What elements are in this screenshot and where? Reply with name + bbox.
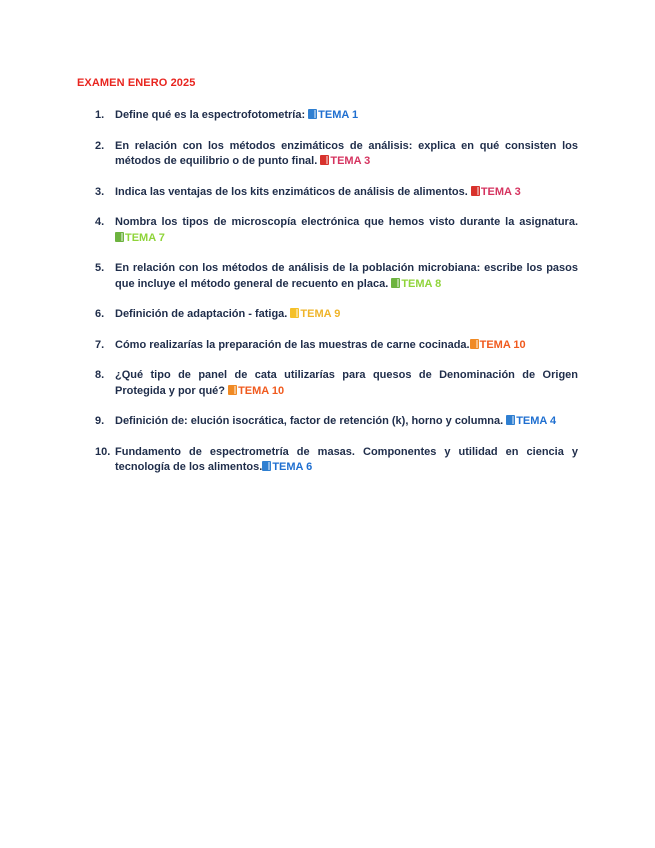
- question-number: 6.: [95, 308, 105, 320]
- tema-reference: [506, 415, 556, 427]
- question-item: [95, 368, 578, 399]
- question-text: Fundamento de espectrometría de masas. Componentes y utilidad en ciencia y tecnología de los alimentos.: [115, 445, 578, 473]
- tema-label: TEMA 8: [401, 277, 442, 290]
- question-item: [95, 108, 578, 124]
- tema-reference: [228, 385, 284, 397]
- question-text: Define qué es la espectrofotometría:: [115, 109, 309, 121]
- tema-label: TEMA 6: [272, 461, 313, 473]
- tema-label: TEMA 7: [125, 231, 165, 244]
- orange-book-icon: [470, 339, 479, 349]
- tema-label: TEMA 3: [330, 155, 371, 167]
- question-text: Indica las ventajas de los kits enzimáticos de análisis de alimentos.: [115, 185, 471, 198]
- question-list: [95, 108, 578, 491]
- tema-label: TEMA 3: [480, 185, 521, 198]
- blue-book-icon: [506, 415, 515, 425]
- question-text: Cómo realizarías la preparación de las muestras de carne cocinada.: [115, 338, 470, 351]
- question-number: 3.: [95, 185, 105, 198]
- question-item: [95, 414, 578, 430]
- question-number: 10.: [95, 445, 111, 458]
- green-book-icon: [391, 278, 400, 288]
- red-book-icon: [471, 186, 480, 196]
- yellow-book-icon: [290, 308, 299, 318]
- question-text: ¿Qué tipo de panel de cata utilizarías para quesos de Denominación de Origen Protegida y por qué?: [115, 369, 578, 397]
- question-text: En relación con los métodos de análisis de la población microbiana: escribe los pasos que incluye el método general de recuento en placa.: [115, 262, 578, 290]
- blue-book-icon: [308, 109, 317, 119]
- tema-reference: [262, 461, 312, 473]
- question-number: 9.: [95, 415, 105, 427]
- question-item: [95, 185, 578, 201]
- question-number: 5.: [95, 262, 105, 274]
- tema-reference: [320, 155, 370, 167]
- question-item: [95, 338, 578, 354]
- tema-label: TEMA 10: [238, 384, 285, 397]
- tema-label: TEMA 10: [479, 338, 526, 351]
- question-text: Nombra los tipos de microscopía electrónica que hemos visto durante la asignatura.: [115, 216, 578, 228]
- tema-reference: [470, 339, 526, 351]
- question-number: 4.: [95, 216, 105, 228]
- question-number: 1.: [95, 109, 105, 121]
- tema-label: TEMA 1: [318, 109, 359, 121]
- question-item: [95, 139, 578, 170]
- exam-title: EXAMEN ENERO 2025: [77, 77, 196, 89]
- blue-book-icon: [262, 461, 271, 471]
- tema-reference: [391, 278, 441, 290]
- question-item: [95, 261, 578, 292]
- question-text: Definición de: elución isocrática, factor de retención (k), horno y columna.: [115, 415, 507, 427]
- question-number: 8.: [95, 369, 105, 381]
- tema-label: TEMA 4: [516, 415, 557, 427]
- tema-label: TEMA 9: [300, 308, 341, 320]
- question-number: 2.: [95, 139, 105, 152]
- question-text: Definición de adaptación - fatiga.: [115, 308, 291, 320]
- orange-book-icon: [228, 385, 237, 395]
- question-item: [95, 445, 578, 476]
- question-number: 7.: [95, 338, 105, 351]
- tema-reference: [471, 186, 521, 198]
- question-item: [95, 215, 578, 246]
- tema-reference: [290, 308, 340, 320]
- tema-reference: [115, 232, 165, 244]
- red-book-icon: [320, 155, 329, 165]
- green-book-icon: [115, 232, 124, 242]
- tema-reference: [308, 109, 358, 121]
- question-text: En relación con los métodos enzimáticos de análisis: explica en qué consisten los métodos de equilibrio o de punto final.: [115, 139, 578, 167]
- question-item: [95, 307, 578, 323]
